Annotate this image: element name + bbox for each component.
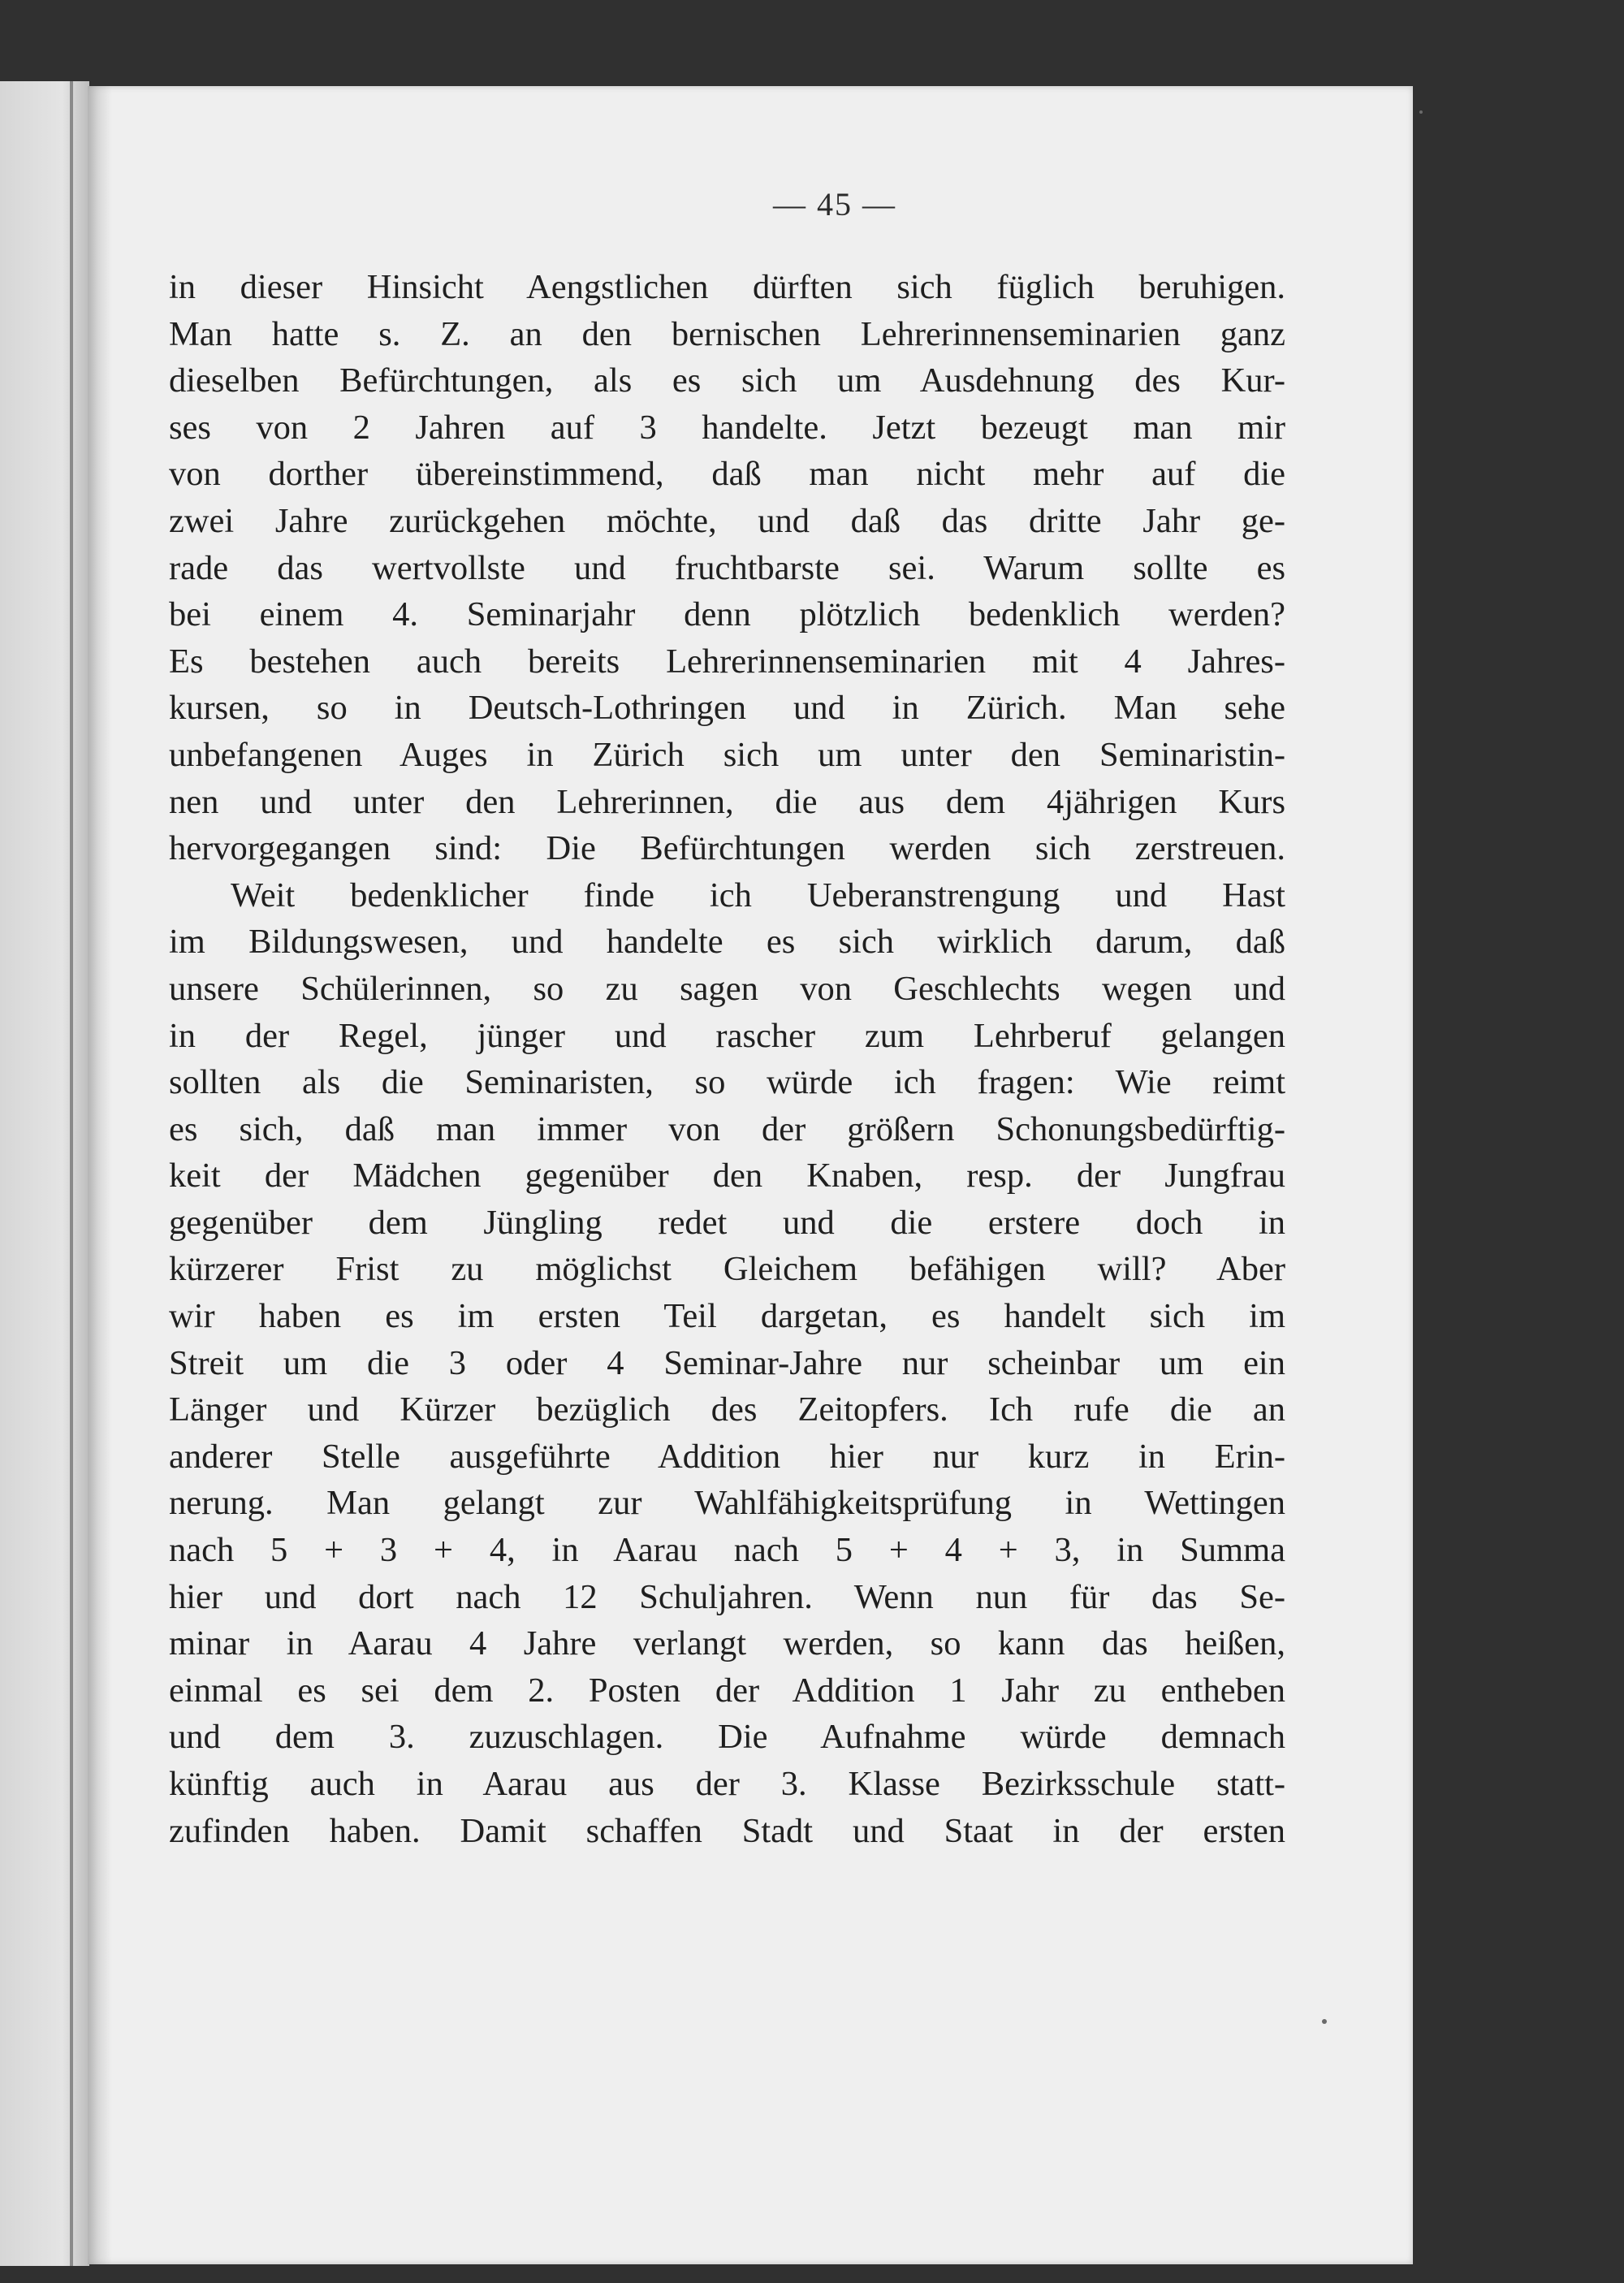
text-line: hier und dort nach 12 Schuljahren. Wenn nun für das Se- — [169, 1577, 1285, 1616]
text-line: in der Regel, jünger und rascher zum Lehrberuf gelangen — [169, 1016, 1285, 1055]
text-line: unsere Schülerinnen, so zu sagen von Geschlechts wegen und — [169, 969, 1285, 1008]
text-line: anderer Stelle ausgeführte Addition hier nur kurz in Erin- — [169, 1437, 1285, 1476]
paragraph — [169, 872, 1285, 1854]
text-line: von dorther übereinstimmend, daß man nicht mehr auf die — [169, 455, 1285, 494]
text-line: künftig auch in Aarau aus der 3. Klasse Bezirksschule statt- — [169, 1765, 1285, 1803]
paragraph — [169, 264, 1285, 872]
text-line: in dieser Hinsicht Aengstlichen dürften sich füglich beruhigen. — [169, 268, 1285, 306]
previous-page-edge — [0, 81, 89, 2266]
text-line: und dem 3. zuzuschlagen. Die Aufnahme würde demnach — [169, 1718, 1285, 1757]
text-line: nach 5 + 3 + 4, in Aarau nach 5 + 4 + 3, in Summa — [169, 1531, 1285, 1570]
text-line: keit der Mädchen gegenüber den Knaben, resp. der Jungfrau — [169, 1157, 1285, 1196]
page-number: — 45 — — [773, 186, 896, 223]
paper-speck — [1322, 2019, 1327, 2024]
text-line: ses von 2 Jahren auf 3 handelte. Jetzt bezeugt man mir — [169, 408, 1285, 447]
text-line: im Bildungswesen, und handelte es sich wirklich darum, daß — [169, 923, 1285, 962]
page-fold-shadow — [70, 81, 73, 2266]
text-line: Länger und Kürzer bezüglich des Zeitopfers. Ich rufe die an — [169, 1390, 1285, 1429]
text-line: einmal es sei dem 2. Posten der Addition 1 Jahr zu entheben — [169, 1671, 1285, 1710]
text-line: minar in Aarau 4 Jahre verlangt werden, so kann das heißen, — [169, 1624, 1285, 1663]
text-line: Weit bedenklicher finde ich Ueberanstrengung und Hast — [231, 876, 1285, 914]
text-line: rade das wertvollste und fruchtbarste sei. Warum sollte es — [169, 548, 1285, 587]
text-line: es sich, daß man immer von der größern Schonungsbedürftig- — [169, 1109, 1285, 1148]
text-line: gegenüber dem Jüngling redet und die erstere doch in — [169, 1203, 1285, 1242]
text-line: zwei Jahre zurückgehen möchte, und daß das dritte Jahr ge- — [169, 501, 1285, 540]
text-line: nerung. Man gelangt zur Wahlfähigkeitsprüfung in Wettingen — [169, 1484, 1285, 1523]
text-line: Man hatte s. Z. an den bernischen Lehrerinnenseminarien ganz — [169, 314, 1285, 353]
text-line: wir haben es im ersten Teil dargetan, es handelt sich im — [169, 1297, 1285, 1336]
text-line: nen und unter den Lehrerinnen, die aus dem 4jährigen Kurs — [169, 782, 1285, 821]
paper-speck — [1419, 110, 1423, 114]
text-line: hervorgegangen sind: Die Befürchtungen werden sich zerstreuen. — [169, 829, 1285, 868]
text-line: zufinden haben. Damit schaffen Stadt und Staat in der ersten — [169, 1811, 1285, 1850]
text-line: Es bestehen auch bereits Lehrerinnenseminarien mit 4 Jahres- — [169, 642, 1285, 681]
text-line: dieselben Befürchtungen, als es sich um Ausdehnung des Kur- — [169, 361, 1285, 400]
text-line: Streit um die 3 oder 4 Seminar-Jahre nur scheinbar um ein — [169, 1343, 1285, 1382]
body-text — [169, 264, 1285, 1854]
gutter-shade — [88, 86, 112, 2264]
text-line: unbefangenen Auges in Zürich sich um unter den Seminaristin- — [169, 735, 1285, 774]
text-line: bei einem 4. Seminarjahr denn plötzlich bedenklich werden? — [169, 595, 1285, 634]
text-line: kürzerer Frist zu möglichst Gleichem befähigen will? Aber — [169, 1250, 1285, 1289]
text-line: kursen, so in Deutsch-Lothringen und in Zürich. Man sehe — [169, 689, 1285, 728]
text-line: sollten als die Seminaristen, so würde ich fragen: Wie reimt — [169, 1063, 1285, 1102]
